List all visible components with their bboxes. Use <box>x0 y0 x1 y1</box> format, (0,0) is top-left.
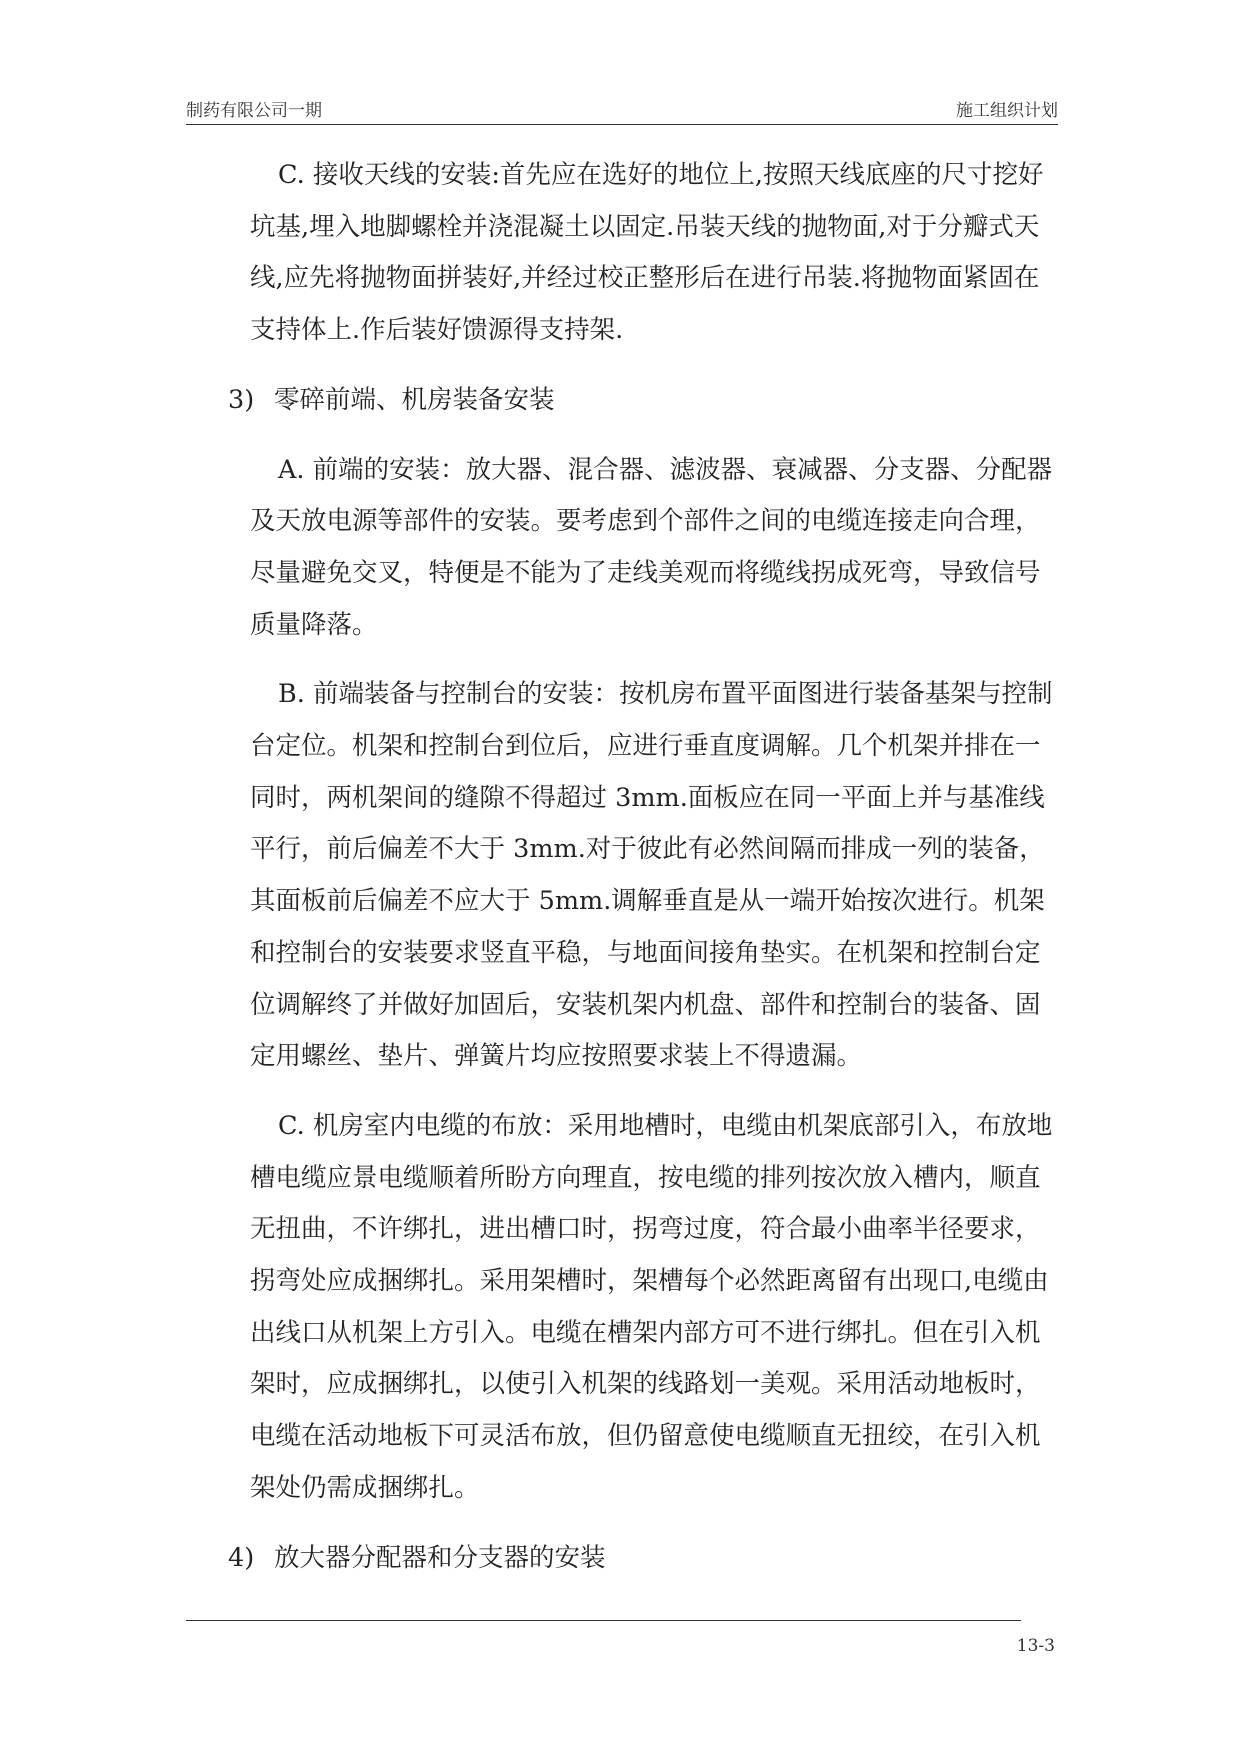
header-company: 制药有限公司一期 <box>186 101 322 121</box>
section-heading-4 <box>228 1533 1058 1585</box>
section-title: 放大器分配器和分支器的安装 <box>274 1542 606 1573</box>
paragraph-cable-laying <box>250 1101 1058 1515</box>
page-header <box>186 96 1058 126</box>
paragraph-antenna-installation <box>250 150 1058 357</box>
footer-rule <box>186 1620 1021 1621</box>
paragraph-equipment-console-installation <box>250 669 1058 1083</box>
section-title: 零碎前端、机房装备安装 <box>274 384 555 415</box>
page-body <box>228 150 1058 1602</box>
paragraph-text: C. 接收天线的安装:首先应在选好的地位上,按照天线底座的尺寸挖好坑基,埋入地脚螺栓并浇混凝土以固定.吊装天线的抛物面,对于分瓣式天线,应先将抛物面拼装好,并经过校正整形后在进行吊装.将抛物面紧固在支持体上.作后装好馈源得支持架. <box>250 160 1044 346</box>
paragraph-text: C. 机房室内电缆的布放：采用地槽时，电缆由机架底部引入，布放地槽电缆应景电缆顺着所盼方向理直，按电缆的排列按次放入槽内，顺直无扭曲，不许绑扎，进出槽口时，拐弯过度，符合最小曲率半径要求，拐弯处应成捆绑扎。采用架槽时，架槽每个必然距离留有出现口,电缆由出线口从机架上方引入。电缆在槽架内部方可不进行绑扎。但在引入机架时，应成捆绑扎，以使引入机架的线路划一美观。采用活动地板时，电缆在活动地板下可灵活布放，但仍留意使电缆顺直无扭绞，在引入机架处仍需成捆绑扎。 <box>250 1110 1053 1503</box>
paragraph-text: B. 前端装备与控制台的安装：按机房布置平面图进行装备基架与控制台定位。机架和控制台到位后，应进行垂直度调解。几个机架并排在一同时，两机架间的缝隙不得超过 3mm.面板应在同一平面上并与基准线平行，前后偏差不大于 3mm.对于彼此有必然间隔而排成一列的装备，其面板前后偏差不应大于 5mm.调解垂直是从一端开始按次进行。机架和控制台的安装要求竖直平稳，与地面间接角垫实。在机架和控制台定位调解终了并做好加固后，安装机架内机盘、部件和控制台的装备、固定用螺丝、垫片、弹簧片均应按照要求装上不得遗漏。 <box>250 679 1053 1072</box>
section-heading-3 <box>228 375 1058 427</box>
paragraph-text: A. 前端的安装：放大器、混合器、滤波器、衰减器、分支器、分配器及天放电源等部件的安装。要考虑到个部件之间的电缆连接走向合理，尽量避免交叉，特便是不能为了走线美观而将缆线拐成死弯，导致信号质量降落。 <box>250 454 1053 640</box>
header-rule <box>186 124 1058 125</box>
section-number: 4) <box>228 1542 255 1573</box>
paragraph-front-end-installation <box>250 445 1058 652</box>
page-number: 13-3 <box>1016 1636 1055 1656</box>
section-number: 3) <box>228 384 255 415</box>
header-document-title: 施工组织计划 <box>956 101 1058 121</box>
